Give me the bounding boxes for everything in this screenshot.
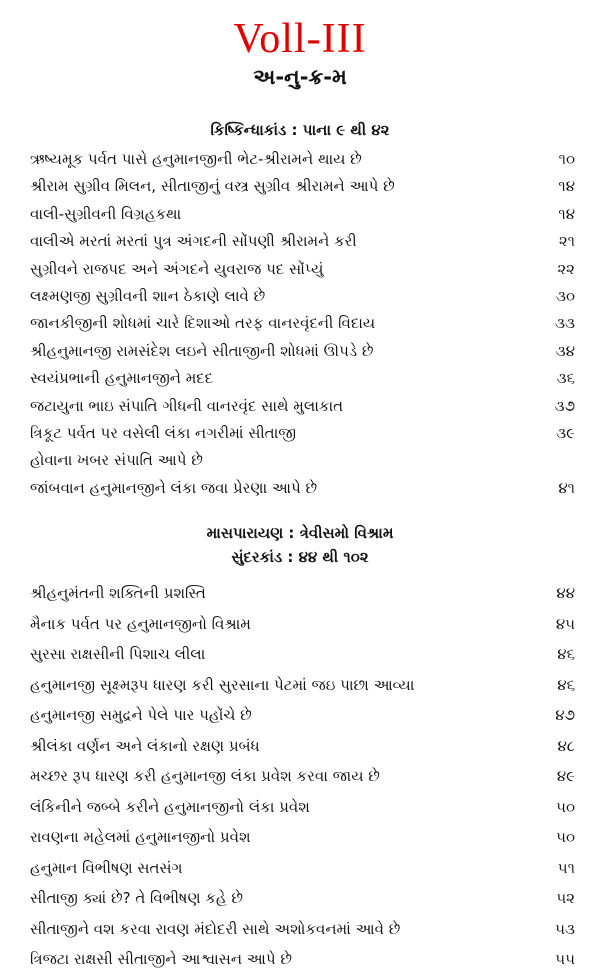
toc-entry-title: હનુમાનજી સમુદ્રને પેલે પાર પહોંચે છે — [30, 706, 252, 724]
toc-entry — [0, 946, 600, 977]
toc-entry-page-number: ૪૬ — [557, 645, 575, 663]
toc-entry-title: ઋષ્યમૂક પર્વત પાસે હનુમાનજીની ભેટ-શ્રીરામને થાય છે — [30, 150, 362, 168]
toc-entry — [0, 393, 600, 420]
toc-entry — [0, 420, 600, 447]
toc-entry — [0, 283, 600, 310]
toc-entry-title: જટાયુના ભાઇ સંપાતિ ગીધની વાનરવૃંદ સાથે મુલાકાત — [30, 396, 344, 415]
toc-entry — [0, 672, 600, 703]
toc-entry-title: સ્વયંપ્રભાની હનુમાનજીને મદદ — [30, 369, 214, 388]
toc-entry-page-number: ૪૪ — [556, 584, 575, 602]
toc-entry-title: હોવાના ખબર સંપાતિ આપે છે — [30, 451, 203, 470]
toc-entry-page-number: ૫૦ — [556, 797, 575, 816]
toc-entry-title: ત્રિકૂટ પર્વત પર વસેલી લંકા નગરીમાં સીતાજી — [30, 423, 297, 442]
toc-entry-page-number: ૪૯ — [556, 767, 575, 785]
toc-entry — [0, 580, 600, 611]
toc-entry-title: જાંબવાન હનુમાનજીને લંકા જવા પ્રેરણા આપે છે — [30, 478, 318, 497]
toc-entry-title: શ્રીરામ સુગ્રીવ મિલન, સીતાજીનું વસ્ત્ર સુગ્રીવ શ્રીરામને આપે છે — [30, 177, 395, 196]
toc-entry-page-number: ૩૪ — [555, 341, 575, 360]
volume-title: Voll-III — [233, 16, 367, 62]
toc-entry-page-number: ૩૬ — [556, 369, 575, 388]
toc-entry-page-number: ૩૩ — [555, 314, 575, 333]
toc-entry — [0, 338, 600, 365]
toc-entry — [0, 702, 600, 733]
toc-entry-page-number: ૫૫ — [555, 950, 575, 968]
toc-entry — [0, 365, 600, 392]
toc-entry-title: હનુમાન વિભીષણ સતસંગ — [30, 858, 183, 877]
toc-entry-page-number: ૧૪ — [558, 177, 575, 196]
toc-entry-title: સીતાજી ક્યાં છે? તે વિભીષણ કહે છે — [30, 889, 243, 907]
toc-entry-title: મચ્છર રૂપ ધારણ કરી હનુમાનજી લંકા પ્રવેશ કરવા જાય છે — [30, 767, 380, 785]
toc-entry-title: સીતાજીને વશ કરવા રાવણ મંદોદરી સાથે અશોકવનમાં આવે છે — [30, 919, 401, 938]
toc-entry-title: શ્રીલંકા વર્ણન અને લંકાનો રક્ષણ પ્રબંધ — [30, 736, 260, 755]
toc-entry-page-number: ૫૦ — [556, 828, 575, 846]
toc-entry — [0, 447, 600, 474]
toc-entry-page-number: ૪૭ — [555, 706, 575, 724]
toc-entry-title: ત્રિજટા રાક્ષસી સીતાજીને આશ્વાસન આપે છે — [30, 950, 292, 968]
toc-entry-page-number: ૨૧ — [558, 232, 575, 251]
toc-entry-title: હનુમાનજી સૂક્ષ્મરૂપ ધારણ કરી સુરસાના પેટમાં જઇ પાછા આવ્યા — [30, 675, 415, 694]
toc-entry — [0, 733, 600, 764]
toc-entry-title: વાલીએ મરતાં મરતાં પુત્ર અંગદની સોંપણી શ્રીરામને કરી — [30, 232, 357, 251]
toc-entry — [0, 824, 600, 855]
toc-entry — [0, 611, 600, 642]
toc-entry-page-number: ૪૮ — [557, 736, 575, 755]
toc-entry-title: વાલી-સુગ્રીવની વિગ્રહકથા — [30, 204, 182, 223]
toc-entry-title: સુગ્રીવને રાજપદ અને અંગદને યુવરાજ પદ સોંપ્યું — [30, 259, 324, 278]
toc-entry-page-number: ૧૦ — [558, 150, 575, 168]
toc-entry-title: રાવણના મહેલમાં હનુમાનજીનો પ્રવેશ — [30, 828, 251, 846]
toc-entry-title: લક્ષ્મણજી સુગ્રીવની શાન ઠેકાણે લાવે છે — [30, 286, 266, 305]
toc-entry-page-number: ૩૯ — [556, 423, 575, 442]
section-heading-sundarkand: સુંદરકાંડ : ૪૪ થી ૧૦૨ — [231, 548, 369, 566]
toc-entry — [0, 794, 600, 825]
toc-entry — [0, 256, 600, 283]
contents-heading: અ-નુ-ક્ર-મ — [253, 65, 347, 89]
contents-list-kishkindhakand — [0, 146, 600, 502]
masparayan-heading: માસપારાયણ : ત્રેવીસમો વિશ્રામ — [206, 524, 394, 542]
contents-list-sundarkand — [0, 580, 600, 977]
toc-entry-title: મૈનાક પર્વત પર હનુમાનજીનો વિશ્રામ — [30, 614, 251, 633]
toc-entry-page-number: ૫૨ — [556, 889, 575, 907]
toc-entry — [0, 916, 600, 947]
toc-entry-page-number: ૫૧ — [557, 858, 575, 877]
toc-entry — [0, 173, 600, 200]
toc-entry-title: લંકિનીને જબ્બે કરીને હનુમાનજીનો લંકા પ્રવેશ — [30, 797, 310, 816]
toc-entry — [0, 201, 600, 228]
toc-entry-page-number: ૪૫ — [555, 614, 575, 633]
toc-entry-page-number: ૧૪ — [558, 204, 575, 223]
toc-entry-page-number: ૪૧ — [558, 478, 575, 497]
toc-entry — [0, 641, 600, 672]
toc-entry-page-number: ૨૨ — [557, 259, 575, 278]
toc-entry-page-number: ૩૦ — [555, 286, 575, 305]
toc-entry — [0, 146, 600, 173]
toc-entry-title: સુરસા રાક્ષસીની પિશાચ લીલા — [30, 645, 206, 663]
toc-entry-title: શ્રીહનુમંતની શક્તિની પ્રશસ્તિ — [30, 584, 206, 602]
section-heading-kishkindhakand: કિષ્કિન્ધાકાંડ : પાના ૯ થી ૪૨ — [210, 121, 390, 139]
toc-entry-title: જાનકીજીની શોધમાં ચારે દિશાઓ તરફ વાનરવૃંદની વિદાય — [30, 314, 376, 333]
toc-entry — [0, 885, 600, 916]
toc-entry-page-number: ૪૬ — [557, 675, 575, 694]
toc-entry — [0, 475, 600, 502]
toc-entry-title: શ્રીહનુમાનજી રામસંદેશ લઇને સીતાજીની શોધમાં ઊપડે છે — [30, 341, 374, 360]
toc-entry — [0, 855, 600, 886]
toc-entry-page-number: ૩૭ — [554, 396, 575, 415]
toc-entry — [0, 310, 600, 337]
toc-entry — [0, 228, 600, 255]
toc-entry — [0, 763, 600, 794]
toc-entry-page-number: ૫૩ — [555, 919, 575, 938]
